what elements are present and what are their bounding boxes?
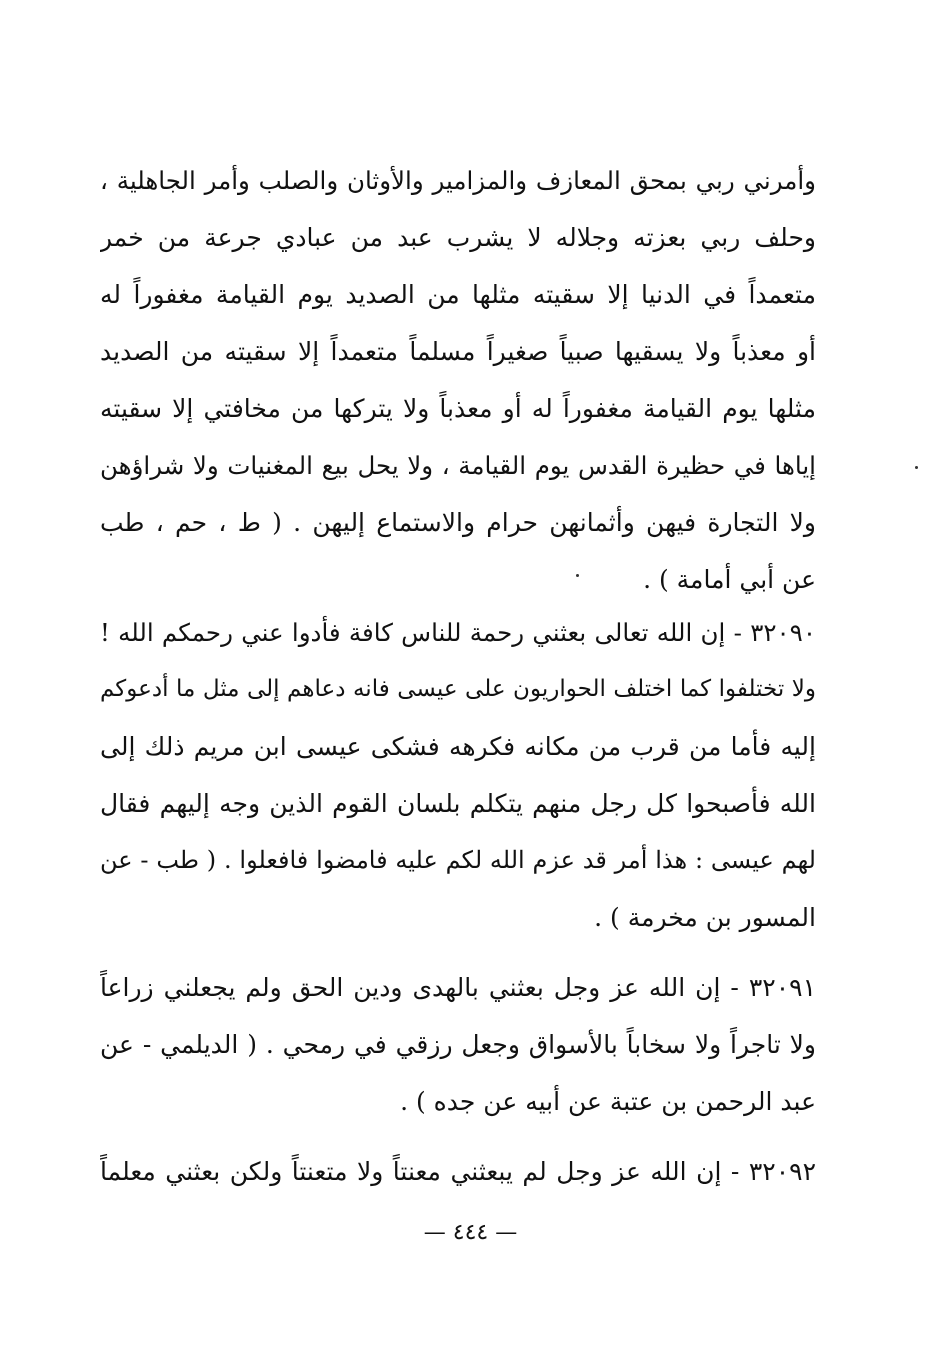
paragraph-hadith-32091 [100,959,816,1130]
paragraph-hadith-32090 [100,604,816,946]
text-line: لهم عيسى : هذا أمر قد عزم الله لكم عليه فامضوا فافعلوا . ( طب - عن [100,846,816,874]
scan-speck [915,466,918,469]
text-line: الله فأصبحوا كل رجل منهم يتكلم بلسان القوم الذين وجه إليهم فقال [100,789,816,818]
text-line: ٣٢٠٩٠ - إن الله تعالى بعثني رحمة للناس كافة فأدوا عني رحمكم الله ! [100,618,816,647]
text-line: أو معذباً ولا يسقيها صبياً صغيراً مسلماً متعمداً إلا سقيته من الصديد [100,337,816,366]
text-line: المسور بن مخرمة ) . [594,903,816,932]
text-line: ٣٢٠٩٢ - إن الله عز وجل لم يبعثني معنتاً ولا متعنتاً ولكن بعثني معلماً [100,1157,816,1186]
text-line: إليه فأما من قرب من مكانه فكرهه فشكى عيسى ابن مريم ذلك إلى [100,732,816,761]
scan-speck [576,574,579,577]
text-line: ٣٢٠٩١ - إن الله عز وجل بعثني بالهدى ودين الحق ولم يجعلني زراعاً [100,973,816,1002]
text-line: وأمرني ربي بمحق المعازف والمزامير والأوثان والصلب وأمر الجاهلية ، [100,166,816,195]
text-line: ولا تاجراً ولا سخاباً بالأسواق وجعل رزقي في رمحي . ( الديلمي - عن [100,1030,816,1059]
text-line: إياها في حظيرة القدس يوم القيامة ، ولا يحل بيع المغنيات ولا شراؤهن [100,451,816,480]
text-line: عبد الرحمن بن عتبة عن أبيه عن جده ) . [400,1087,816,1116]
text-line: مثلها يوم القيامة مغفوراً له أو معذباً ولا يتركها من مخافتي إلا سقيته [100,394,816,423]
paragraph-hadith-continuation [100,152,816,608]
text-line: ولا تختلفوا كما اختلف الحواريون على عيسى فانه دعاهم إلى مثل ما أدعوكم [100,676,816,702]
text-line: عن أبي أمامة ) . [643,565,816,594]
text-line: ولا التجارة فيهن وأثمانهن حرام والاستماع إليهن . ( ط ، حم ، طب [100,508,816,537]
text-line: متعمداً في الدنيا إلا سقيته مثلها من الصديد يوم القيامة مغفوراً له [100,280,816,309]
paragraph-hadith-32092 [100,1143,816,1200]
page-number: — ٤٤٤ — [423,1220,518,1245]
text-line: وحلف ربي بعزته وجلاله لا يشرب عبد من عبادي جرعة من خمر [100,223,816,252]
